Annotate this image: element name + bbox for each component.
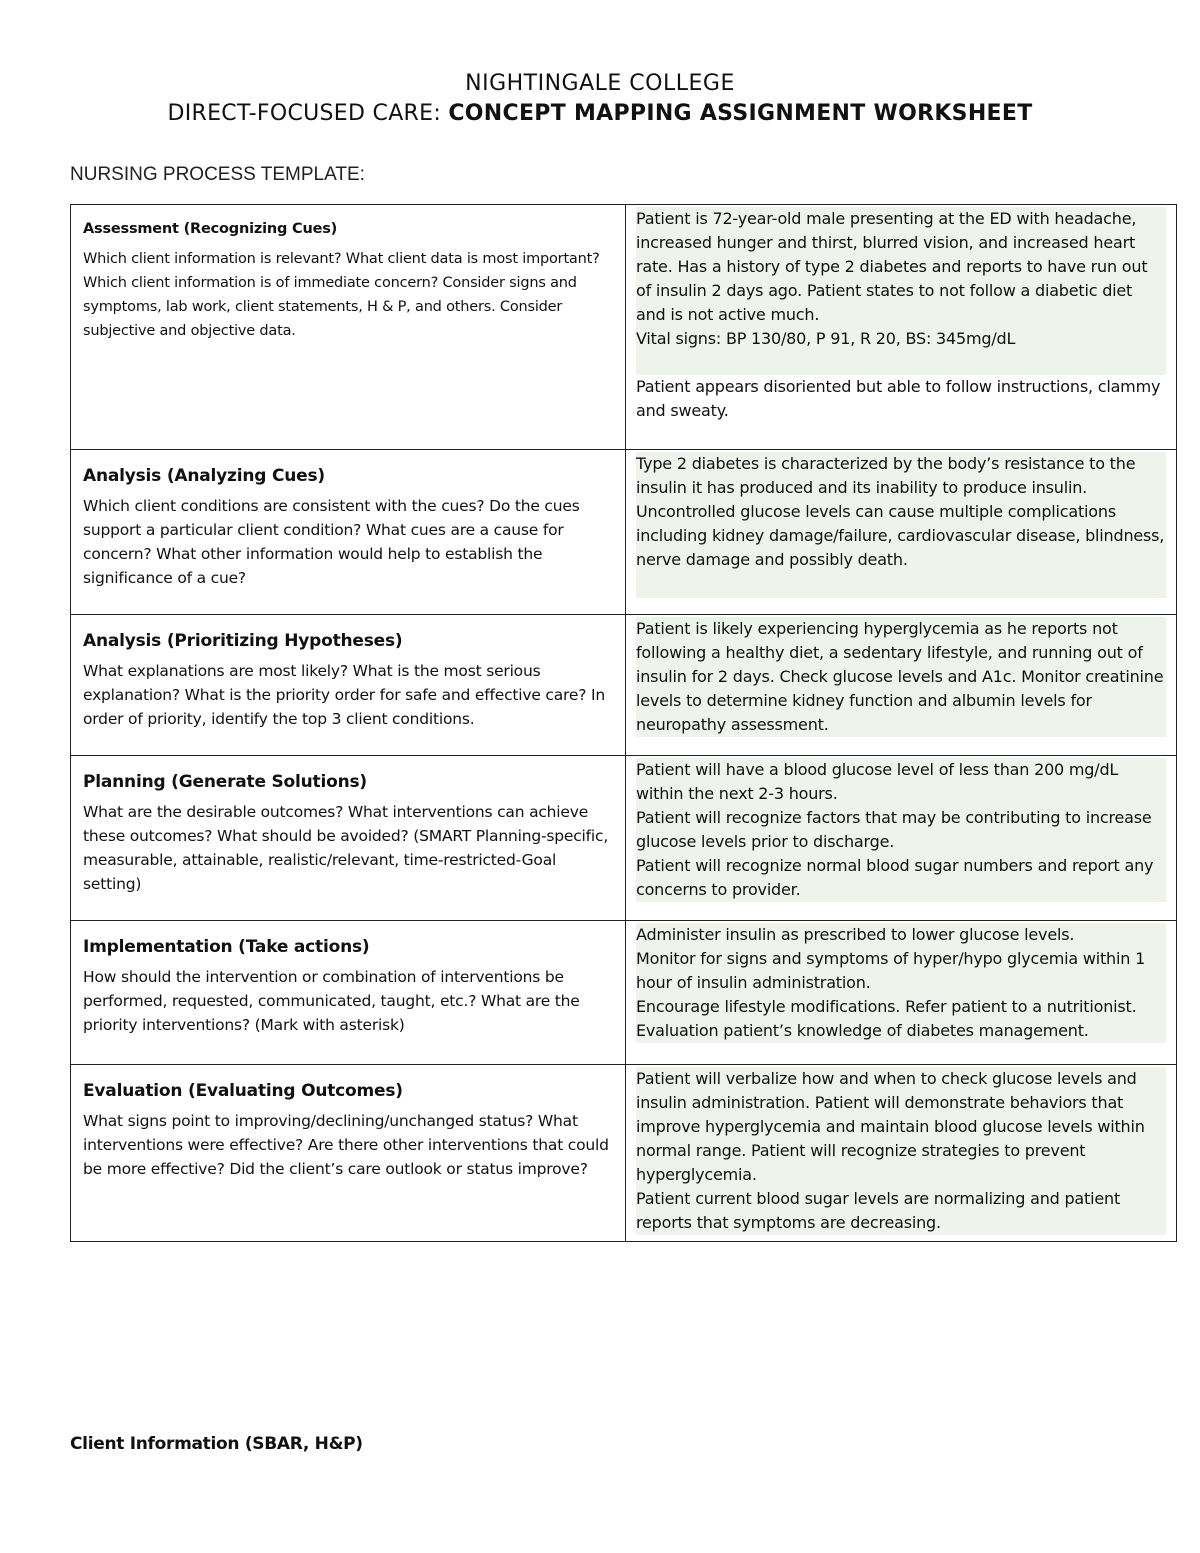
answer-line: Patient is 72-year-old male presenting at the ED with headache, increased hunger and thirst, blurred vision, and increased heart rate. Has a history of type 2 diabetes and reports to have run out of insulin 2 days ago. Patient states to not follow a diabetic diet and is not active much. xyxy=(636,209,1148,324)
assessment-answer-cell[interactable] xyxy=(626,205,1177,450)
step-question: What are the desirable outcomes? What interventions can achieve these outcomes? What should be avoided? (SMART Planning-specific, measurable, attainable, realistic/relevant, time-restricted-Goal setting) xyxy=(83,803,609,893)
college-name: NIGHTINGALE COLLEGE xyxy=(465,71,735,96)
answer-line: Patient will have a blood glucose level of less than 200 mg/dL within the next 2-3 hours. xyxy=(636,760,1119,803)
worksheet-title-prefix: DIRECT-FOCUSED CARE: xyxy=(167,101,449,126)
answer-line: Patient will verbalize how and when to check glucose levels and insulin administration. Patient will demonstrate behaviors that improve hyperglycemia and maintain blood glucose levels within normal range. Patient will recognize strategies to prevent hyperglycemia. xyxy=(636,1069,1145,1184)
document-header xyxy=(0,70,1200,130)
step-title: Planning (Generate Solutions) xyxy=(83,772,367,792)
planning-answer-cell[interactable] xyxy=(626,756,1177,921)
table-row-prioritizing xyxy=(71,615,1177,756)
answer-highlight xyxy=(636,207,1166,375)
step-title: Evaluation (Evaluating Outcomes) xyxy=(83,1081,403,1101)
answer-highlight xyxy=(636,452,1166,598)
answer-highlight xyxy=(636,758,1166,902)
worksheet-title-bold: CONCEPT MAPPING ASSIGNMENT WORKSHEET xyxy=(448,101,1033,126)
implementation-prompt-cell xyxy=(71,921,626,1065)
analyzing-answer-cell[interactable] xyxy=(626,450,1177,615)
answer-line: Patient appears disoriented but able to follow instructions, clammy and sweaty. xyxy=(636,377,1161,420)
planning-prompt-cell xyxy=(71,756,626,921)
step-title: Implementation (Take actions) xyxy=(83,937,370,957)
prioritizing-answer-cell[interactable] xyxy=(626,615,1177,756)
table-row-evaluation xyxy=(71,1065,1177,1242)
client-information-heading: Client Information (SBAR, H&P) xyxy=(70,1434,363,1454)
answer-highlight xyxy=(636,1067,1166,1235)
prioritizing-prompt-cell xyxy=(71,615,626,756)
answer-highlight xyxy=(636,923,1166,1043)
implementation-answer-cell[interactable] xyxy=(626,921,1177,1065)
step-title: Analysis (Prioritizing Hypotheses) xyxy=(83,631,403,651)
answer-line: Vital signs: BP 130/80, P 91, R 20, BS: 345mg/dL xyxy=(636,329,1016,348)
answer-line: Monitor for signs and symptoms of hyper/hypo glycemia within 1 hour of insulin administration. xyxy=(636,949,1146,992)
answer-line: Patient will recognize normal blood sugar numbers and report any concerns to provider. xyxy=(636,856,1154,899)
answer-gap xyxy=(636,351,1166,375)
answer-line: Patient is likely experiencing hyperglycemia as he reports not following a healthy diet, a sedentary lifestyle, and running out of insulin for 2 days. Check glucose levels and A1c. Monitor creatinine levels to determine kidney function and albumin levels for neuropathy assessment. xyxy=(636,619,1164,734)
step-title: Analysis (Analyzing Cues) xyxy=(83,466,325,486)
step-question: Which client information is relevant? What client data is most important? Which client information is of immediate concern? Consider signs and symptoms, lab work, client statements, H & P, and others. Consider subjective and objective data. xyxy=(83,251,600,339)
worksheet-title xyxy=(0,98,1200,130)
table-row-implementation xyxy=(71,921,1177,1065)
evaluation-answer-cell[interactable] xyxy=(626,1065,1177,1242)
table-row-analyzing xyxy=(71,450,1177,615)
step-question: How should the intervention or combination of interventions be performed, requested, communicated, taught, etc.? What are the priority interventions? (Mark with asterisk) xyxy=(83,968,580,1034)
answer-line: Patient current blood sugar levels are normalizing and patient reports that symptoms are decreasing. xyxy=(636,1189,1121,1232)
step-question: What signs point to improving/declining/unchanged status? What interventions were effective? Are there other interventions that could be more effective? Did the client’s care outlook or status improve? xyxy=(83,1112,609,1178)
answer-line: Type 2 diabetes is characterized by the body’s resistance to the insulin it has produced and its inability to produce insulin. Uncontrolled glucose levels can cause multiple complications including kidney damage/failure, cardiovascular disease, blindness, nerve damage and possibly death. xyxy=(636,454,1165,569)
answer-highlight xyxy=(636,617,1166,737)
answer-line: Encourage lifestyle modifications. Refer patient to a nutritionist. Evaluation patient’s knowledge of diabetes management. xyxy=(636,997,1137,1040)
analyzing-prompt-cell xyxy=(71,450,626,615)
step-title: Assessment (Recognizing Cues) xyxy=(83,221,338,237)
step-question: Which client conditions are consistent with the cues? Do the cues support a particular client condition? What cues are a cause for concern? What other information would help to establish the significance of a cue? xyxy=(83,497,580,587)
table-row-assessment xyxy=(71,205,1177,450)
assessment-prompt-cell xyxy=(71,205,626,450)
table-row-planning xyxy=(71,756,1177,921)
nursing-process-table xyxy=(70,204,1177,1242)
template-label: NURSING PROCESS TEMPLATE: xyxy=(70,164,365,185)
step-question: What explanations are most likely? What is the most serious explanation? What is the priority order for safe and effective care? In order of priority, identify the top 3 client conditions. xyxy=(83,662,605,728)
answer-line: Administer insulin as prescribed to lower glucose levels. xyxy=(636,925,1075,944)
answer-line: Patient will recognize factors that may be contributing to increase glucose levels prior to discharge. xyxy=(636,808,1152,851)
evaluation-prompt-cell xyxy=(71,1065,626,1242)
